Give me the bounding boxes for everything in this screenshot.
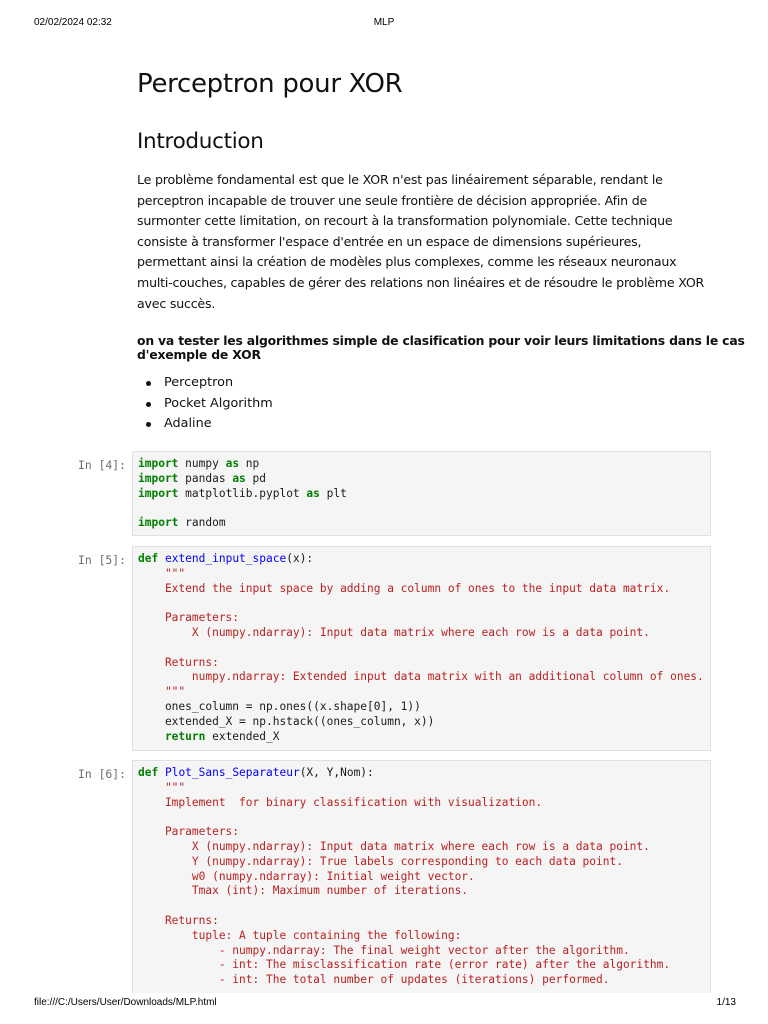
- section-heading: Introduction: [137, 129, 264, 154]
- intro-line: surmonter cette limitation, on recourt à la transformation polynomiale. Cette technique: [137, 213, 673, 229]
- note-line: on va tester les algorithmes simple de clasification pour voir leurs limitations dans le cas: [137, 333, 745, 348]
- intro-line: perceptron incapable de trouver une seule frontière de décision appropriée. Afin de: [137, 192, 648, 208]
- code-cell-4: [0, 451, 768, 535]
- list-item: Adaline: [137, 414, 273, 435]
- intro-line: Le problème fondamental est que le XOR n'est pas linéairement séparable, rendant le: [137, 172, 663, 187]
- print-footer: [0, 997, 768, 1011]
- intro-paragraph: [137, 170, 705, 314]
- intro-line: permettant ainsi la création de modèles plus complexes, comme les réseaux neuronaux: [137, 254, 677, 270]
- intro-line: consiste à transformer l'espace d'entrée en un espace de dimensions supérieures,: [137, 233, 642, 249]
- list-item: Pocket Algorithm: [137, 394, 273, 415]
- algorithm-list: [137, 373, 273, 435]
- cell-prompt: In [4]:: [78, 458, 127, 472]
- page-number: 1/13: [716, 997, 736, 1008]
- code-editor[interactable]: def extend_input_space(x): """ Extend the input space by adding a column of ones to the input data matrix. Parameters: X (numpy.ndarray): Input data matrix where each row is a data point. Returns: numpy.ndarray: Extended input data matrix with an additional column of ones. """ ones_column = np.ones((x.shape[0], 1)) extended_X = np.hstack((ones_column, x)) return extended_X: [132, 546, 711, 751]
- cell-prompt: In [5]:: [78, 553, 127, 567]
- list-item: Perceptron: [137, 373, 273, 394]
- file-url: file:///C:/Users/User/Downloads/MLP.html: [34, 997, 217, 1008]
- print-title: MLP: [373, 17, 395, 28]
- page-title: Perceptron pour XOR: [137, 69, 403, 99]
- code-cell-5: [0, 546, 768, 751]
- intro-line: avec succès.: [137, 295, 216, 311]
- code-editor[interactable]: def Plot_Sans_Separateur(X, Y,Nom): """ Implement for binary classification with visualization. Parameters: X (numpy.ndarray): Input data matrix where each row is a data point. Y (numpy.ndarray): True labels corresponding to each data point. w0 (numpy.ndarray): Initial weight vector. Tmax (int): Maximum number of iterations. Returns: tuple: A tuple containing the following: - numpy.ndarray: The final weight vector after the algorithm. - int: The misclassification rate (error rate) after the algorithm. - int: The total number of updates (iterations) performed.: [132, 760, 711, 993]
- cell-prompt: In [6]:: [78, 767, 127, 781]
- intro-line: multi-couches, capables de gérer des relations non linéaires et de résoudre le problème XOR: [137, 274, 705, 290]
- print-date: 02/02/2024 02:32: [34, 17, 112, 28]
- print-header: [0, 17, 768, 31]
- note-line: d'exemple de XOR: [137, 347, 261, 362]
- bold-note: [137, 333, 745, 362]
- code-editor[interactable]: import numpy as np import pandas as pd import matplotlib.pyplot as plt import random: [132, 451, 711, 536]
- code-cell-6: [0, 760, 768, 992]
